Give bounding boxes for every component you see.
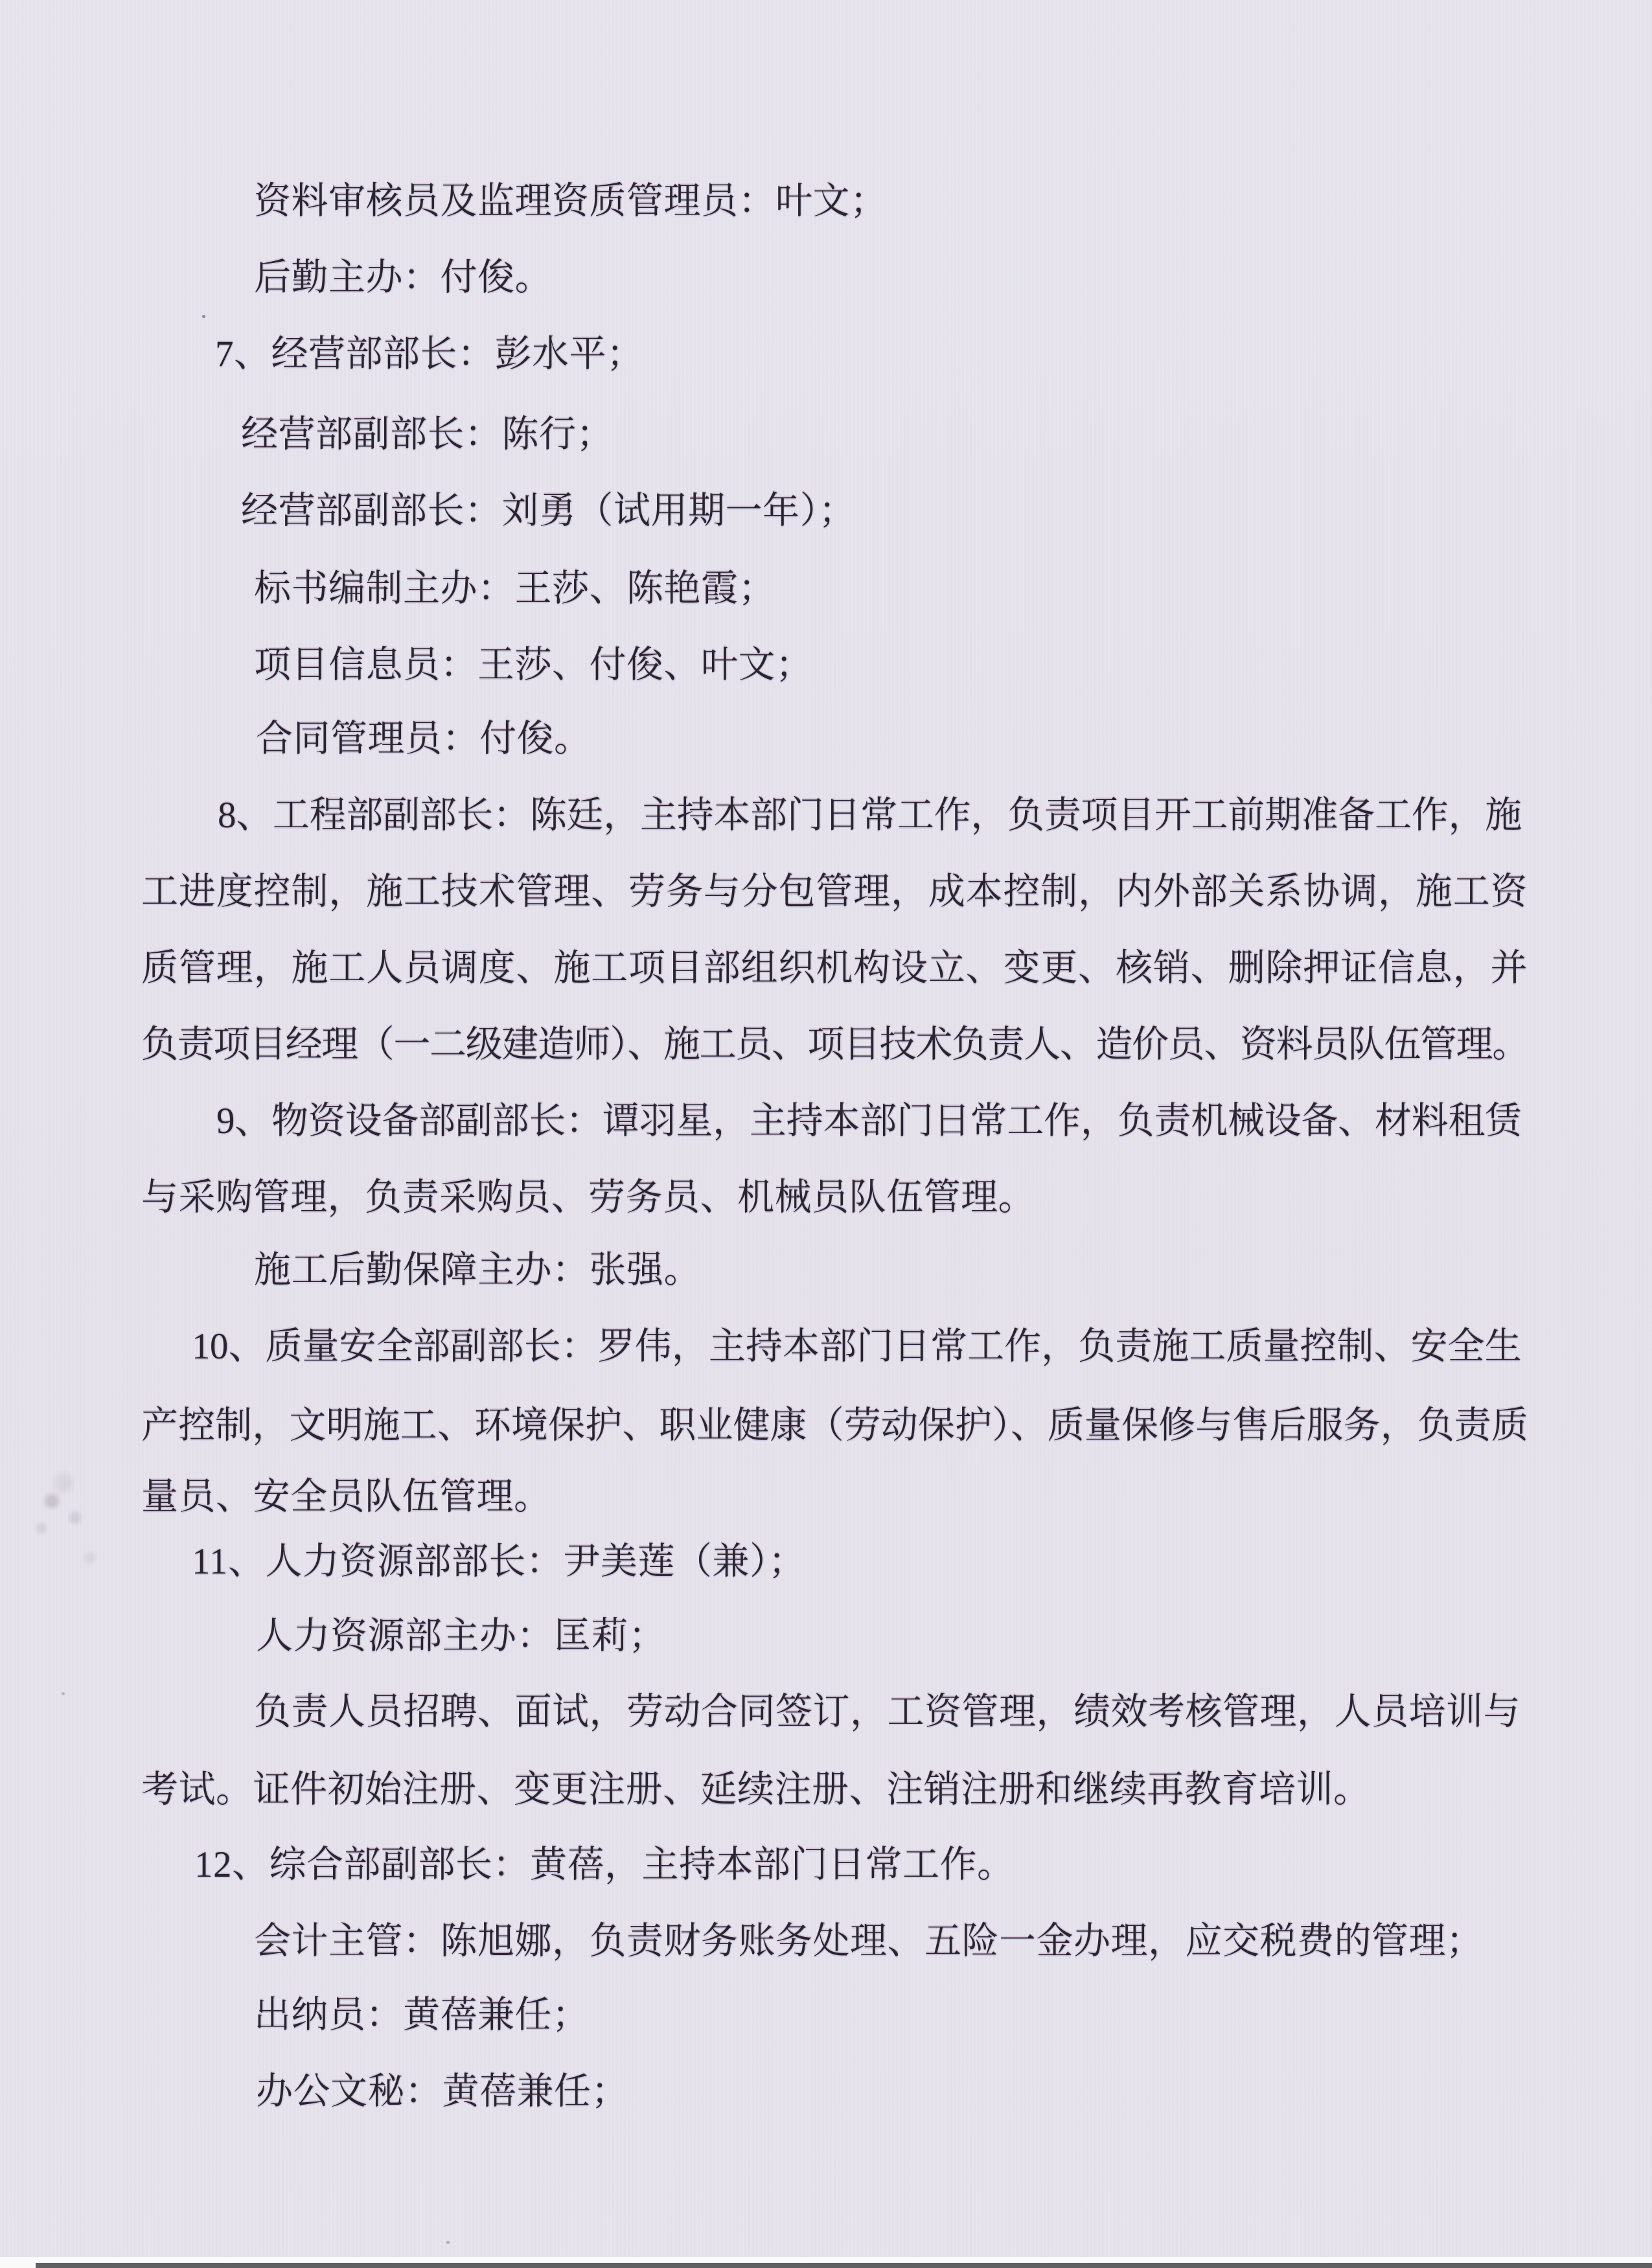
document-line: 产控制，文明施工、环境保护、职业健康（劳动保护）、质量保修与售后服务，负责质 — [141, 1405, 1528, 1446]
document-line: 9、物资设备部副部长：谭羽星，主持本部门日常工作，负责机械设备、材料租赁 — [216, 1101, 1521, 1141]
document-line: 11、人力资源部部长：尹美莲（兼）； — [192, 1541, 806, 1582]
document-line: 质管理，施工人员调度、施工项目部组织机构设立、变更、核销、删除押证信息，并 — [141, 948, 1528, 989]
document-line: 出纳员：黄蓓兼任； — [254, 1995, 590, 2035]
document-line: 项目信息员：王莎、付俊、叶文； — [254, 645, 813, 685]
document-line: 人力资源部主办：匡莉； — [256, 1616, 666, 1656]
document-line: 负责人员招聘、面试，劳动合同签订，工资管理，绩效考核管理，人员培训与 — [254, 1691, 1520, 1732]
document-line: 合同管理员：付俊。 — [256, 718, 591, 759]
document-line: 经营部副部长：刘勇（试用期一年）； — [241, 490, 856, 531]
scanner-edge-dark — [36, 2263, 1652, 2268]
document-line: 12、综合部副部长：黄蓓，主持本部门日常工作。 — [194, 1844, 1015, 1885]
document-line: 办公文秘：黄蓓兼任； — [256, 2071, 628, 2112]
document-line: 经营部副部长：陈行； — [241, 414, 614, 455]
document-line: 量员、安全员队伍管理。 — [141, 1476, 551, 1517]
document-line: 8、工程部副部长：陈廷，主持本部门日常工作，负责项目开工前期准备工作，施 — [218, 795, 1521, 836]
document-line: 与采购管理，负责采购员、劳务员、机械员队伍管理。 — [141, 1177, 1035, 1218]
document-line: 7、经营部部长：彭水平； — [215, 334, 644, 374]
scan-smudge — [12, 1461, 128, 1590]
document-line: 负责项目经理（一二级建造师）、施工员、项目技术负责人、造价员、资料员队伍管理。 — [141, 1024, 1528, 1065]
document-line: 施工后勤保障主办：张强。 — [254, 1250, 701, 1290]
scan-speck — [446, 2241, 450, 2244]
document-line: 考试。证件初始注册、变更注册、延续注册、注销注册和继续再教育培训。 — [141, 1769, 1371, 1810]
document-line: 10、质量安全部副部长：罗伟，主持本部门日常工作，负责施工质量控制、安全生 — [192, 1326, 1521, 1367]
document-line: 资料审核员及监理资质管理员：叶文； — [254, 181, 888, 222]
document-line: 后勤主办：付俊。 — [254, 257, 552, 298]
document-line: 工进度控制，施工技术管理、劳务与分包管理，成本控制，内外部关系协调，施工资 — [141, 871, 1528, 912]
scan-speck — [62, 1692, 65, 1695]
document-line: 标书编制主办：王莎、陈艳霞； — [254, 568, 775, 609]
document-line: 会计主管：陈旭娜，负责财务账务处理、五险一金办理，应交税费的管理； — [254, 1921, 1484, 1962]
scan-speck — [202, 315, 205, 318]
